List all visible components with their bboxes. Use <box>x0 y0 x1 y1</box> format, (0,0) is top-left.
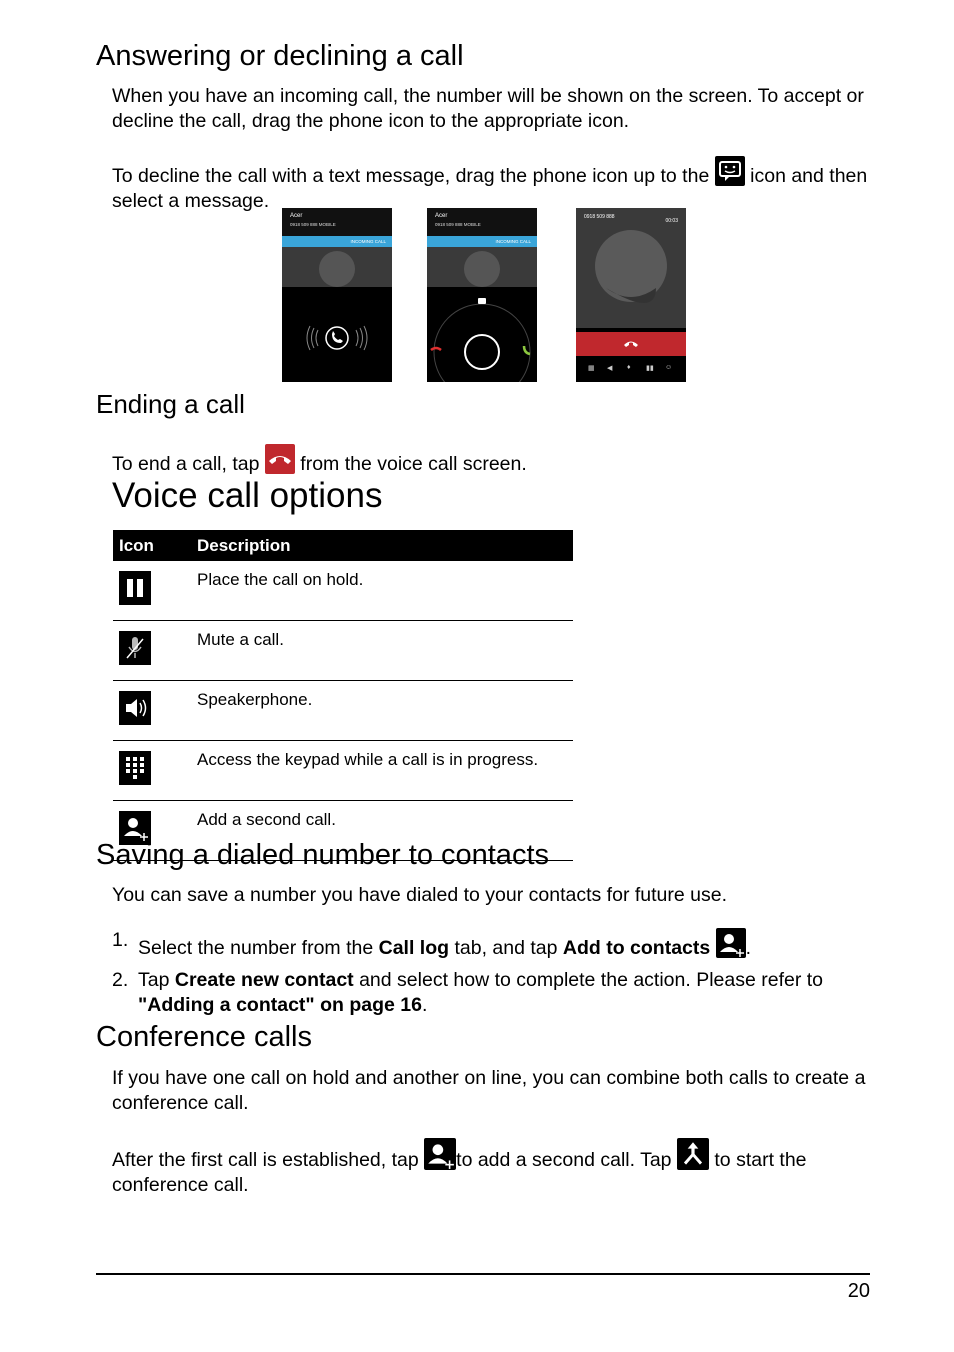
step-bold-create-new-contact: Create new contact <box>174 969 354 991</box>
incoming-call-bar <box>427 236 537 247</box>
table-row <box>113 621 573 681</box>
end-call-icon <box>265 444 295 474</box>
text-message-icon <box>715 156 745 186</box>
step-link-adding-contact[interactable]: "Adding a contact" on page 16 <box>138 994 422 1016</box>
incoming-call-label: INCOMING CALL <box>495 239 531 244</box>
caller-name: Acer <box>435 213 448 219</box>
end-call-icon <box>623 339 639 349</box>
table-cell-description: Place the call on hold. <box>197 561 573 621</box>
table-row <box>113 561 573 621</box>
in-call-toolbar <box>576 358 686 382</box>
table-cell-icon <box>113 561 197 621</box>
screenshot-incoming-call <box>282 208 392 382</box>
speaker-icon: ◀ <box>607 365 613 372</box>
step-text: Tap <box>138 969 175 991</box>
screenshot-in-call <box>576 208 686 382</box>
step-text: tab, and tap <box>449 937 563 959</box>
section-title-answering: Answering or declining a call <box>96 40 464 72</box>
call-handle-icon <box>282 318 392 358</box>
ending-part-a: To end a call, tap <box>112 453 260 475</box>
table-cell-description: Access the keypad while a call is in progress. <box>197 741 573 801</box>
add-call-icon <box>424 1138 456 1170</box>
ending-part-b: from the voice call screen. <box>300 453 527 475</box>
column-header-description: Description <box>197 530 573 561</box>
column-header-icon: Icon <box>113 530 197 561</box>
step-text: Select the number from the <box>138 937 379 959</box>
conference-p2-part-c: to start the conference call. <box>112 1149 807 1196</box>
incoming-call-label: INCOMING CALL <box>350 239 386 244</box>
conference-p2-part-b: to add a second call. Tap <box>456 1149 672 1171</box>
mute-icon <box>119 631 151 665</box>
saving-intro: You can save a number you have dialed to your contacts for future use. <box>112 884 727 906</box>
answering-paragraph-1: When you have an incoming call, the number will be shown on the screen. To accept or decline the call, drag the phone icon to the appropriate icon. <box>112 85 864 132</box>
table-cell-icon <box>113 681 197 741</box>
speaker-icon <box>119 691 151 725</box>
screenshot-header <box>427 208 537 236</box>
add-contact-icon <box>716 928 746 958</box>
list-item <box>112 928 872 961</box>
table-cell-description: Mute a call. <box>197 621 573 681</box>
caller-name: Acer <box>290 213 303 219</box>
table-header-row <box>113 530 573 561</box>
pause-icon: ▮▮ <box>646 365 654 372</box>
answering-p2-part-a: To decline the call with a text message, drag the phone icon up to the <box>112 165 710 187</box>
footer-rule <box>96 1273 870 1275</box>
conference-p2-part-a: After the first call is established, tap <box>112 1149 419 1171</box>
table-cell-icon <box>113 621 197 681</box>
in-call-number: 0918 509 888 <box>584 214 615 220</box>
caller-number: 0918 509 888 MOBILE <box>290 222 336 227</box>
saving-steps-list <box>112 928 872 1025</box>
step-text: . <box>421 994 428 1016</box>
screenshot-drag-options <box>427 208 537 382</box>
table-cell-description: Speakerphone. <box>197 681 573 741</box>
step-number: 2. <box>112 969 129 991</box>
end-call-bar <box>576 332 686 356</box>
conference-paragraph-1: If you have one call on hold and another on line, you can combine both calls to create a conference call. <box>112 1067 866 1114</box>
table-row <box>113 681 573 741</box>
in-call-timer: 00:03 <box>665 218 678 224</box>
table-cell-description: Add a second call. <box>197 801 573 861</box>
section-title-ending: Ending a call <box>96 389 245 419</box>
table-row <box>113 741 573 801</box>
merge-calls-icon <box>677 1138 709 1170</box>
ending-paragraph <box>112 444 872 477</box>
section-title-voice-options: Voice call options <box>112 476 383 515</box>
answering-p2-part-b: icon and then select a message. <box>112 165 868 212</box>
pause-icon <box>119 571 151 605</box>
keypad-icon <box>119 751 151 785</box>
contact-silhouette-icon <box>576 228 686 328</box>
table-cell-icon <box>113 741 197 801</box>
step-text: . <box>745 937 752 959</box>
section-title-conference: Conference calls <box>96 1021 312 1053</box>
answering-paragraph-2 <box>112 156 872 214</box>
screenshot-header <box>282 208 392 236</box>
drag-ring-icon <box>427 290 537 382</box>
step-text: and select how to complete the action. Please refer to <box>353 969 824 991</box>
add-call-icon: ☺ <box>665 364 673 371</box>
list-item <box>112 968 872 1018</box>
keypad-icon: ▦ <box>588 365 595 372</box>
page-number: 20 <box>847 1280 870 1302</box>
incoming-call-bar <box>282 236 392 247</box>
voice-options-table <box>113 530 573 861</box>
step-number: 1. <box>112 929 129 951</box>
section-title-saving: Saving a dialed number to contacts <box>96 839 549 871</box>
step-bold-add-to-contacts: Add to contacts <box>562 937 711 959</box>
step-bold-call-log: Call log <box>378 937 450 959</box>
mute-icon: ♦ <box>627 364 631 371</box>
conference-paragraph-2 <box>112 1138 872 1198</box>
contact-photo <box>282 247 392 287</box>
caller-number: 0918 509 888 MOBILE <box>435 222 481 227</box>
contact-photo <box>427 247 537 287</box>
